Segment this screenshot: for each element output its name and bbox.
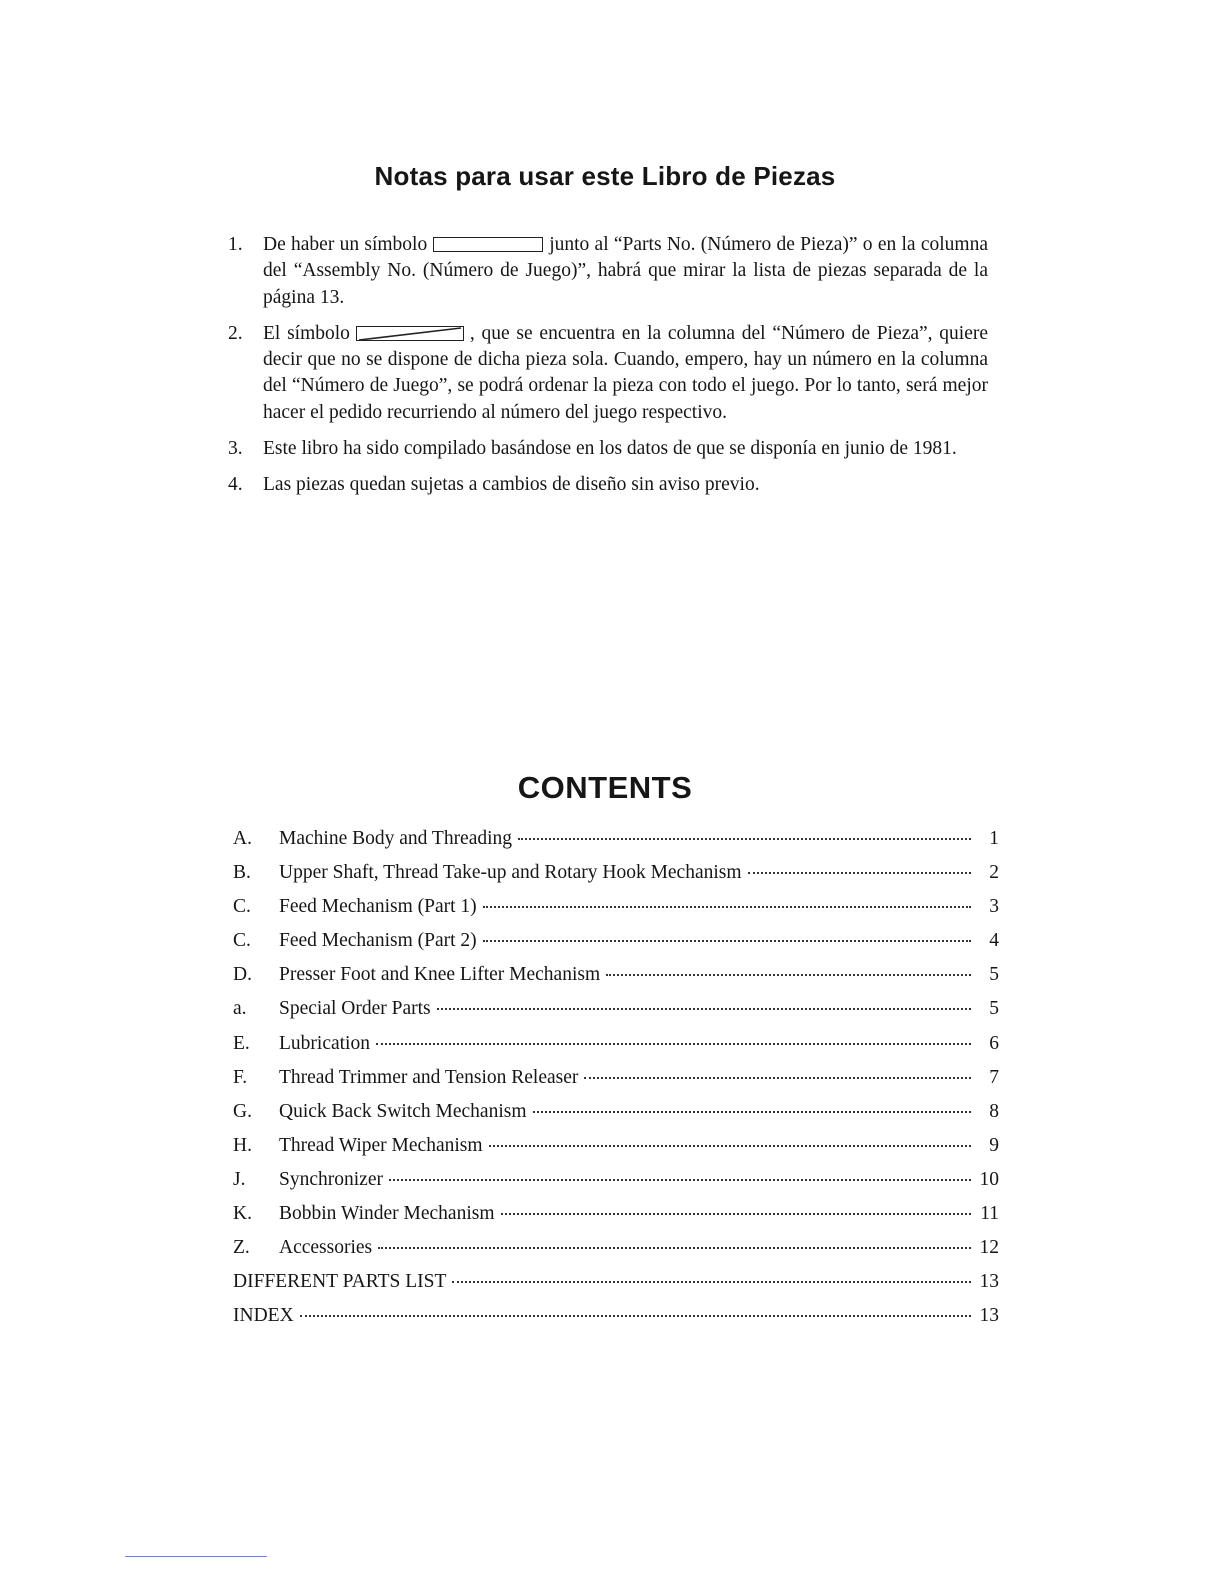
dot-leader — [533, 1111, 972, 1113]
contents-entry — [233, 998, 999, 1032]
contents-entry-page: 13 — [979, 1271, 999, 1293]
dot-leader — [376, 1043, 971, 1045]
dot-leader — [378, 1247, 971, 1249]
contents-entry-title: Thread Wiper Mechanism — [279, 1134, 483, 1156]
blank-box-icon — [433, 237, 543, 252]
contents-entry — [233, 828, 999, 862]
contents-entry — [233, 964, 999, 998]
contents-entry-letter: F. — [233, 1066, 248, 1088]
contents-entry-page: 1 — [989, 828, 999, 849]
contents-entry-title: Upper Shaft, Thread Take-up and Rotary Hook Mechanism — [279, 862, 742, 884]
contents-entry-title: Feed Mechanism (Part 1) — [279, 896, 477, 918]
contents-entry-letter: E. — [233, 1032, 250, 1054]
dot-leader — [748, 872, 971, 874]
dot-leader — [483, 906, 971, 908]
contents-entry — [233, 1033, 999, 1067]
contents-entry-page: 3 — [989, 896, 999, 918]
dot-leader — [501, 1213, 972, 1215]
note-text-before: De haber un símbolo — [263, 234, 428, 255]
dot-leader — [437, 1008, 971, 1010]
contents-entry-title: Presser Foot and Knee Lifter Mechanism — [279, 964, 601, 986]
note-number: 1. — [228, 234, 243, 255]
contents-entry-page: 2 — [989, 862, 999, 884]
note-text-after: junto al “Parts No. (Número de Pieza)” o en la columna del “Assembly No. (Número de Juego)”, habrá que mirar la lista de piezas separada de la página 13. — [263, 234, 988, 308]
notes-title: Notas para usar este Libro de Piezas — [374, 161, 836, 192]
contents-entry-page: 11 — [980, 1203, 999, 1225]
contents-entry-page: 12 — [979, 1237, 999, 1259]
contents-entry-letter: B. — [233, 862, 251, 884]
contents-entry-page: 13 — [979, 1305, 999, 1327]
contents-entry-letter: H. — [233, 1134, 252, 1156]
note-number: 3. — [228, 438, 243, 460]
note-text: Este libro ha sido compilado basándose en los datos de que se disponía en junio de 1981. — [263, 438, 957, 460]
contents-entry-letter: K. — [233, 1203, 252, 1225]
notes-list — [228, 232, 988, 509]
contents-entry — [233, 1271, 999, 1305]
note-text-after: , que se encuentra en la columna del “Número de Pieza”, quiere decir que no se dispone de dicha pieza sola. Cuando, empero, hay un número en la columna del “Número de Juego”, se podrá ordenar la pieza con todo el juego. Por lo tanto, será mejor hacer el pedido recurriendo al número del juego respectivo. — [263, 322, 988, 423]
contents-entry-letter: D. — [233, 964, 252, 986]
dot-leader — [452, 1281, 971, 1283]
contents-entry-letter: J. — [233, 1168, 246, 1190]
contents-entry-title: Feed Mechanism (Part 2) — [279, 930, 477, 952]
note-item-3 — [228, 436, 988, 462]
contents-entry-title: INDEX — [233, 1305, 294, 1327]
contents-entry-page: 10 — [979, 1168, 999, 1190]
contents-entry — [233, 1237, 999, 1271]
note-number: 4. — [228, 474, 243, 496]
contents-entry-page: 5 — [989, 964, 999, 986]
note-item-1 — [228, 232, 988, 311]
dot-leader — [489, 1145, 971, 1147]
contents-entry — [233, 1169, 999, 1203]
contents-entry — [233, 1067, 999, 1101]
contents-entry-title: Quick Back Switch Mechanism — [279, 1100, 527, 1122]
slashed-box-icon — [356, 326, 464, 341]
contents-entry-page: 8 — [989, 1100, 999, 1122]
contents-entry-letter: a. — [233, 998, 247, 1020]
contents-entry-letter: C. — [233, 930, 251, 952]
contents-entry-title: Thread Trimmer and Tension Releaser — [279, 1066, 579, 1088]
contents-entry-page: 4 — [989, 930, 999, 952]
contents-entry-letter: Z. — [233, 1237, 250, 1259]
contents-entry — [233, 896, 999, 930]
dot-leader — [584, 1077, 971, 1079]
contents-entry-title: Lubrication — [279, 1032, 370, 1054]
contents-entry — [233, 1203, 999, 1237]
note-item-2 — [228, 321, 988, 426]
note-item-4 — [228, 472, 988, 498]
contents-entry — [233, 930, 999, 964]
dot-leader — [300, 1315, 971, 1317]
dot-leader — [518, 838, 971, 840]
note-text-before: El símbolo — [263, 322, 350, 344]
contents-entry-title: Accessories — [279, 1237, 373, 1259]
contents-list — [233, 828, 999, 1339]
contents-title: CONTENTS — [517, 769, 693, 805]
dot-leader — [483, 940, 971, 942]
contents-entry-title: Machine Body and Threading — [279, 828, 513, 849]
contents-entry-page: 6 — [989, 1032, 999, 1054]
contents-entry-page: 5 — [989, 998, 999, 1020]
page-edge-line — [125, 1556, 267, 1557]
note-number: 2. — [228, 322, 243, 344]
contents-entry — [233, 1305, 999, 1339]
contents-entry — [233, 1135, 999, 1169]
contents-entry-letter: G. — [233, 1100, 252, 1122]
contents-entry-title: DIFFERENT PARTS LIST — [233, 1271, 447, 1293]
note-text: Las piezas quedan sujetas a cambios de diseño sin aviso previo. — [263, 474, 760, 496]
contents-entry-letter: C. — [233, 896, 251, 918]
dot-leader — [389, 1179, 971, 1181]
contents-entry-title: Bobbin Winder Mechanism — [279, 1203, 495, 1225]
dot-leader — [606, 974, 971, 976]
contents-entry-page: 9 — [989, 1134, 999, 1156]
contents-entry — [233, 862, 999, 896]
contents-entry — [233, 1101, 999, 1135]
contents-entry-title: Special Order Parts — [279, 998, 431, 1020]
contents-entry-letter: A. — [233, 828, 252, 849]
contents-entry-page: 7 — [989, 1066, 999, 1088]
contents-entry-title: Synchronizer — [279, 1168, 383, 1190]
